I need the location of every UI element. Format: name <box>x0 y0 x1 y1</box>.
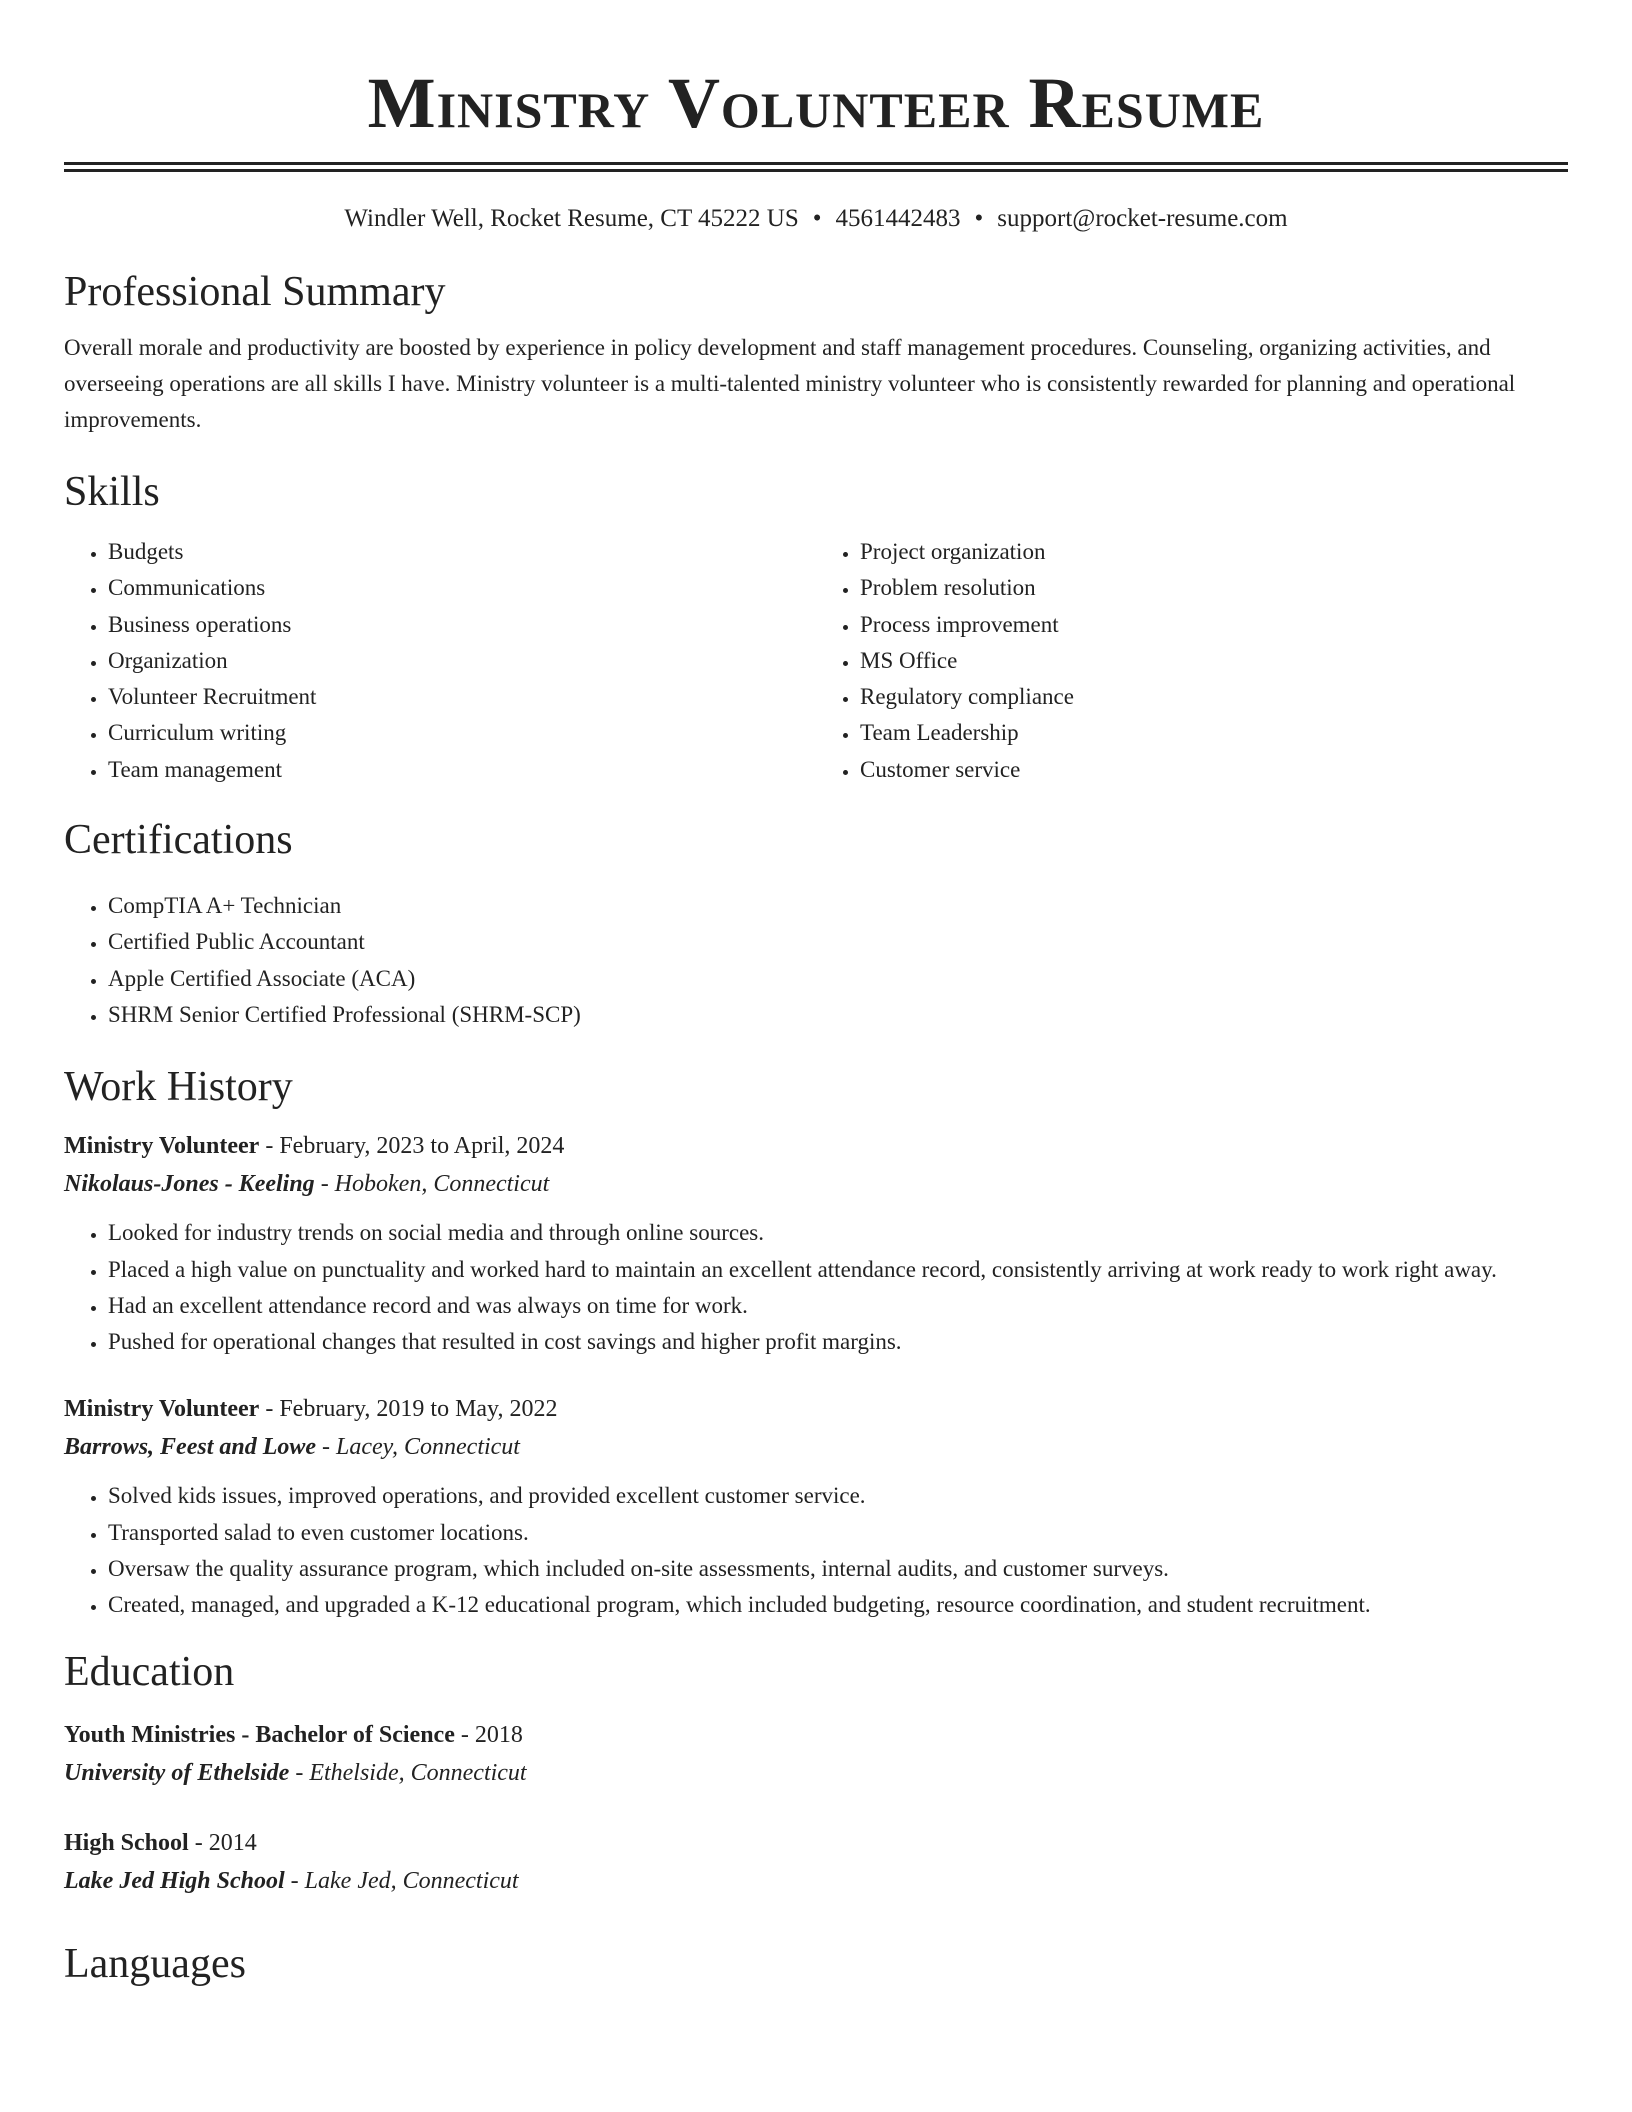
certification-item: • SHRM Senior Certified Professional (SHRM-SCP) <box>108 997 1568 1033</box>
contact-email: support@rocket-resume.com <box>997 205 1288 232</box>
job-bullet: • Had an excellent attendance record and was always on time for work. <box>108 1288 1568 1324</box>
title-divider <box>64 162 1568 172</box>
education-location: - Ethelside, Connecticut <box>289 1759 527 1786</box>
job-bullet: • Solved kids issues, improved operations, and provided excellent customer service. <box>108 1478 1568 1514</box>
skill-item: • Business operations <box>108 607 816 643</box>
skill-item: • MS Office <box>860 643 1568 679</box>
certification-item: • CompTIA A+ Technician <box>108 888 1568 924</box>
certifications-list <box>64 888 1568 1033</box>
skill-item: • Customer service <box>860 752 1568 788</box>
job-bullet: • Pushed for operational changes that resulted in cost savings and higher profit margins. <box>108 1324 1568 1360</box>
job-bullet: • Transported salad to even customer locations. <box>108 1515 1568 1551</box>
job-dates: - February, 2019 to May, 2022 <box>259 1396 558 1423</box>
summary-section <box>64 264 1568 438</box>
job-title: Ministry Volunteer <box>64 1396 260 1423</box>
certifications-heading: Certifications <box>64 817 293 864</box>
job-bullets <box>64 1215 1568 1360</box>
education-degree: Youth Ministries - Bachelor of Science <box>64 1721 455 1748</box>
education-section <box>64 1644 1568 1900</box>
education-degree: High School <box>64 1829 189 1856</box>
skill-item: • Problem resolution <box>860 570 1568 606</box>
summary-text: Overall morale and productivity are boosted by experience in policy development and staff management procedures. Counseling, organizing activities, and overseeing operations are all skills I have. Ministry volunteer is a multi-talented ministry volunteer who is consistently rewarded for planning and operational improvements. <box>64 335 1516 432</box>
job-bullet: • Oversaw the quality assurance program, which included on-site assessments, internal audits, and customer surveys. <box>108 1551 1568 1587</box>
languages-section <box>64 1936 1568 1992</box>
skill-item: • Volunteer Recruitment <box>108 679 816 715</box>
education-year: - 2018 <box>454 1721 523 1748</box>
contact-separator: • <box>812 205 822 232</box>
contact-separator: • <box>974 205 984 232</box>
job-bullet: • Placed a high value on punctuality and worked hard to maintain an excellent attendance record, consistently arriving at work ready to work right away. <box>108 1252 1568 1288</box>
job-company: Nikolaus-Jones - Keeling <box>64 1171 315 1198</box>
education-school: Lake Jed High School <box>64 1867 285 1894</box>
job-dates: - February, 2023 to April, 2024 <box>259 1133 565 1160</box>
education-entry <box>64 1716 1568 1792</box>
skill-item: • Project organization <box>860 534 1568 570</box>
education-location: - Lake Jed, Connecticut <box>284 1867 519 1894</box>
skill-item: • Organization <box>108 643 816 679</box>
education-heading: Education <box>64 1648 235 1695</box>
education-school: University of Ethelside <box>64 1759 290 1786</box>
job-entry <box>64 1390 1568 1623</box>
job-company: Barrows, Feest and Lowe <box>64 1434 317 1461</box>
job-bullet: • Looked for industry trends on social media and through online sources. <box>108 1215 1568 1251</box>
skill-item: • Regulatory compliance <box>860 679 1568 715</box>
certification-item: • Apple Certified Associate (ACA) <box>108 961 1568 997</box>
resume-title: Ministry Volunteer Resume <box>367 63 1265 143</box>
skills-heading: Skills <box>64 469 160 515</box>
skills-columns <box>64 534 1568 788</box>
skill-item: • Budgets <box>108 534 816 570</box>
job-bullet: • Created, managed, and upgraded a K-12 educational program, which included budgeting, resource coordination, and student recruitment. <box>108 1587 1568 1623</box>
certification-item: • Certified Public Accountant <box>108 924 1568 960</box>
education-entry <box>64 1824 1568 1900</box>
summary-heading: Professional Summary <box>64 269 446 315</box>
skills-right-list <box>816 534 1568 788</box>
skill-item: • Curriculum writing <box>108 715 816 751</box>
skill-item: • Process improvement <box>860 607 1568 643</box>
skill-item: • Team Leadership <box>860 715 1568 751</box>
contact-line <box>64 202 1568 236</box>
skills-left-list <box>64 534 816 788</box>
work-history-heading: Work History <box>64 1064 293 1111</box>
work-history-section <box>64 1059 1568 1623</box>
job-bullets <box>64 1478 1568 1623</box>
languages-heading: Languages <box>64 1940 246 1987</box>
certifications-section <box>64 812 1568 1033</box>
job-title: Ministry Volunteer <box>64 1133 260 1160</box>
contact-address: Windler Well, Rocket Resume, CT 45222 US <box>344 205 799 232</box>
job-location: - Lacey, Connecticut <box>316 1434 520 1461</box>
skills-section <box>64 464 1568 788</box>
job-entry <box>64 1127 1568 1360</box>
skill-item: • Communications <box>108 570 816 606</box>
contact-phone: 4561442483 <box>835 205 961 232</box>
job-location: - Hoboken, Connecticut <box>314 1171 550 1198</box>
skill-item: • Team management <box>108 752 816 788</box>
education-year: - 2014 <box>188 1829 257 1856</box>
